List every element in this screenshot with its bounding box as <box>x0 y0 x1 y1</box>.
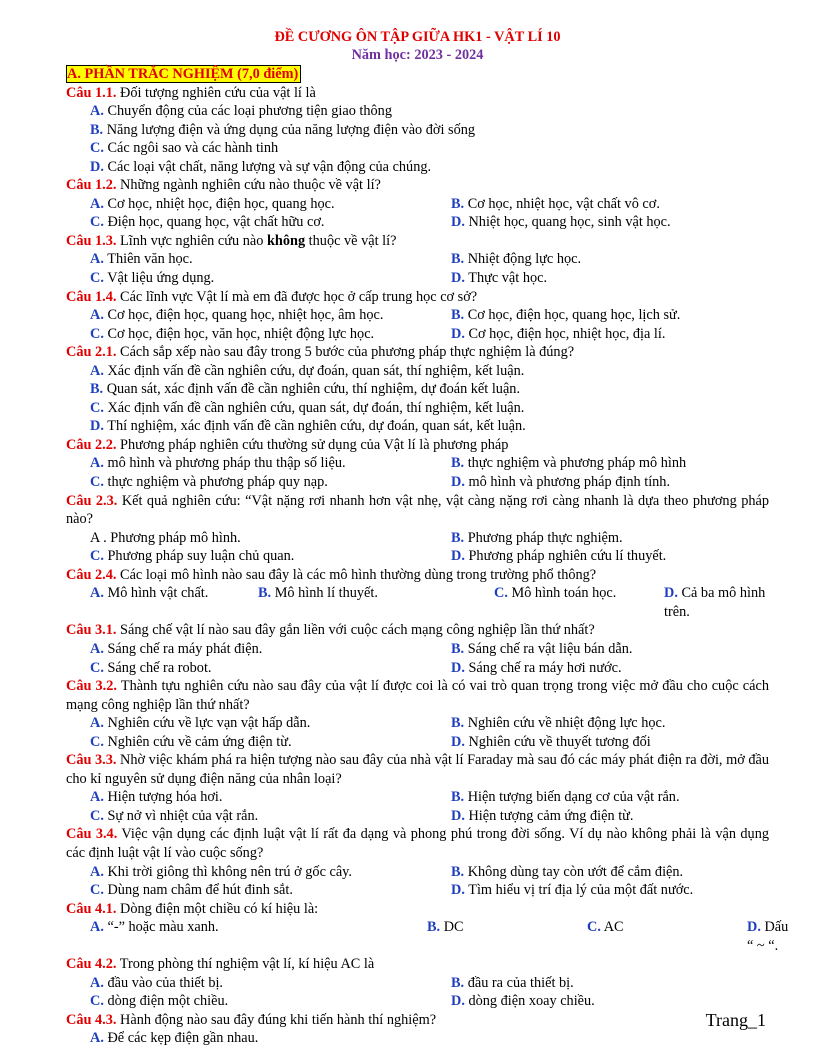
answer-option <box>427 918 587 955</box>
option-letter: B. <box>451 529 465 546</box>
option-text: Thiên văn học. <box>103 251 193 268</box>
option-letter: A. <box>90 863 104 880</box>
option-row <box>66 213 769 232</box>
option-row <box>66 659 769 678</box>
option-letter: B. <box>451 863 465 880</box>
option-letter: B. <box>451 307 465 324</box>
answer-option <box>451 306 812 325</box>
question-text: Các lĩnh vực Vật lí mà em đã được học ở cấp trung học cơ sở? <box>116 288 478 305</box>
option-letter: A. <box>90 789 104 806</box>
document-title: ĐỀ CƯƠNG ÔN TẬP GIỮA HK1 - VẬT LÍ 10 <box>274 29 561 45</box>
option-letter: B. <box>90 121 104 138</box>
question-text: Thành tựu nghiên cứu nào sau đây của vật lí được coi là có vai trò quan trọng trong việc mở đầu cho cuộc cách mạng công nghiệp lần thứ nhất? <box>66 678 769 713</box>
option-row <box>66 714 769 733</box>
option-letter: B. <box>427 919 441 936</box>
answer-option <box>587 918 747 955</box>
option-letter: D. <box>451 214 465 231</box>
option-letter: C. <box>587 919 601 936</box>
option-letter: C. <box>90 882 104 899</box>
answer-option <box>66 640 451 659</box>
answer-option <box>451 863 812 882</box>
option-text: Cơ học, điện học, quang học, nhiệt học, âm học. <box>103 307 384 324</box>
answer-option <box>451 325 812 344</box>
option-letter: B. <box>90 381 104 398</box>
option-text: Cơ học, điện học, quang học, lịch sử. <box>464 307 681 324</box>
question-text-end: thuộc về vật lí? <box>305 232 397 249</box>
answer-option <box>66 213 451 232</box>
answer-option <box>66 863 451 882</box>
question-number: Câu 2.3. <box>66 492 118 509</box>
question-text: Lĩnh vực nghiên cứu nào <box>116 232 267 249</box>
option-text: Cơ học, nhiệt học, vật chất vô cơ. <box>464 195 660 212</box>
answer-option <box>451 788 812 807</box>
question-stem <box>66 436 769 455</box>
answer-option <box>66 733 451 752</box>
question-stem <box>66 751 769 788</box>
answer-option <box>494 584 664 621</box>
question-stem <box>66 84 769 103</box>
answer-option <box>451 529 812 548</box>
answer-option <box>66 250 451 269</box>
answer-option <box>664 584 793 621</box>
section-heading: A. PHẦN TRẮC NGHIỆM (7,0 điểm) <box>66 65 769 84</box>
option-text: Sáng chế ra máy phát điện. <box>103 640 263 657</box>
question-number: Câu 1.1. <box>66 84 117 101</box>
option-text: Nghiên cứu về lực vạn vật hấp dẫn. <box>103 715 311 732</box>
option-text: Điện học, quang học, vật chất hữu cơ. <box>103 214 325 231</box>
option-text: Cơ học, điện học, văn học, nhiệt động lực học. <box>103 325 375 342</box>
option-letter: D. <box>90 158 104 175</box>
option-text: Để các kẹp điện gần nhau. <box>103 1030 259 1047</box>
question-number: Câu 4.1. <box>66 900 117 917</box>
question-number: Câu 3.2. <box>66 678 117 695</box>
answer-option <box>451 974 812 993</box>
option-letter: A. <box>90 251 104 268</box>
option-row <box>66 881 769 900</box>
option-letter: B. <box>451 195 465 212</box>
option-letter: A. <box>90 362 104 379</box>
answer-option <box>90 918 427 955</box>
option-text: đầu vào của thiết bị. <box>103 974 224 991</box>
option-row <box>66 640 769 659</box>
option-text: dòng điện xoay chiều. <box>464 993 595 1010</box>
option-text: Cả ba mô hình trên. <box>664 585 766 620</box>
option-letter: D. <box>664 585 678 602</box>
option-text: Cơ học, điện học, nhiệt học, địa lí. <box>464 325 666 342</box>
answer-option <box>66 102 769 121</box>
option-row <box>66 547 769 566</box>
option-row <box>66 529 769 548</box>
option-row <box>66 807 769 826</box>
question-number: Câu 1.2. <box>66 177 117 194</box>
question-text: Trong phòng thí nghiệm vật lí, kí hiệu AC là <box>116 956 375 973</box>
option-text: Nghiên cứu về thuyết tương đối <box>464 733 651 750</box>
answer-option <box>66 269 451 288</box>
question-number: Câu 4.3. <box>66 1011 117 1028</box>
option-text: mô hình và phương pháp định tính. <box>464 474 671 491</box>
option-text: Mô hình lí thuyết. <box>271 585 378 602</box>
option-letter: B. <box>451 715 465 732</box>
option-text: Sáng chế ra robot. <box>103 659 212 676</box>
option-row <box>66 974 769 993</box>
option-text: Nhiệt học, quang học, sinh vật học. <box>464 214 671 231</box>
option-letter: B. <box>451 251 465 268</box>
option-text: DC <box>440 919 464 936</box>
option-text: “-” hoặc màu xanh. <box>103 919 219 936</box>
option-letter: D. <box>451 325 465 342</box>
question-text: Đối tượng nghiên cứu của vật lí là <box>116 84 316 101</box>
option-text: Thí nghiệm, xác định vấn đề cần nghiên cứu, dự đoán, quan sát, kết luận. <box>103 418 526 435</box>
question-number: Câu 2.4. <box>66 566 117 583</box>
question-text: Các loại mô hình nào sau đây là các mô hình thường dùng trong trường phổ thông? <box>116 566 597 583</box>
answer-option <box>66 325 451 344</box>
option-letter: B. <box>451 640 465 657</box>
answer-option <box>66 529 451 548</box>
option-text: Các ngôi sao và các hành tinh <box>103 140 279 157</box>
option-letter: D. <box>451 474 465 491</box>
answer-option <box>66 158 769 177</box>
option-letter: A. <box>90 974 104 991</box>
option-text: Nghiên cứu về nhiệt động lực học. <box>464 715 666 732</box>
answer-option <box>451 250 812 269</box>
option-text: Không dùng tay còn ướt để cắm điện. <box>464 863 684 880</box>
school-year: Năm học: 2023 - 2024 <box>351 47 484 63</box>
question-text: Những ngành nghiên cứu nào thuộc về vật lí? <box>116 177 381 194</box>
option-text: Dấu “ ~ “. <box>747 919 789 954</box>
option-row <box>66 733 769 752</box>
option-text: thực nghiệm và phương pháp mô hình <box>464 455 687 472</box>
question-stem <box>66 955 769 974</box>
option-text: Thực vật học. <box>464 270 548 287</box>
question-number: Câu 4.2. <box>66 956 117 973</box>
option-row <box>66 992 769 1011</box>
option-text: thực nghiệm và phương pháp quy nạp. <box>103 474 328 491</box>
option-text: Mô hình vật chất. <box>103 585 209 602</box>
answer-option <box>451 454 812 473</box>
question-number: Câu 1.3. <box>66 232 117 249</box>
option-text: Hiện tượng cảm ứng điện từ. <box>464 807 634 824</box>
answer-option <box>451 807 812 826</box>
option-letter: A. <box>90 1030 104 1047</box>
question-stem <box>66 677 769 714</box>
option-text: Cơ học, nhiệt học, điện học, quang học. <box>103 195 335 212</box>
answer-option <box>66 1029 769 1048</box>
question-stem <box>66 343 769 362</box>
option-text: Sáng chế ra máy hơi nước. <box>464 659 622 676</box>
question-text: Nhờ việc khám phá ra hiện tượng nào sau đây của nhà vật lí Faraday mà sau đó các máy phát điện ra đời, mở đầu cho kỉ nguyên sử dụng điện năng của nhân loại? <box>66 752 769 787</box>
answer-option <box>451 213 812 232</box>
option-row <box>66 195 769 214</box>
option-text: Các loại vật chất, năng lượng và sự vận động của chúng. <box>103 158 432 175</box>
option-letter: D. <box>451 882 465 899</box>
option-letter: C. <box>90 399 104 416</box>
question-list <box>66 84 789 1048</box>
answer-option <box>66 473 451 492</box>
answer-option <box>451 733 812 752</box>
option-text: AC <box>600 919 624 936</box>
option-row <box>66 269 769 288</box>
answer-option <box>66 547 451 566</box>
answer-option <box>66 139 769 158</box>
answer-option <box>451 473 812 492</box>
question-text: Cách sắp xếp nào sau đây trong 5 bước của phương pháp thực nghiệm là đúng? <box>116 344 575 361</box>
question-emphasis: không <box>266 232 306 249</box>
answer-option <box>451 547 812 566</box>
answer-option <box>66 399 769 418</box>
option-letter: D. <box>451 807 465 824</box>
option-letter: C. <box>494 585 508 602</box>
question-number: Câu 2.1. <box>66 344 117 361</box>
option-text: Khi trời giông thì không nên trú ở gốc cây. <box>103 863 352 880</box>
question-text: Sáng chế vật lí nào sau đây gắn liền với cuộc cách mạng công nghiệp lần thứ nhất? <box>116 622 595 639</box>
question-number: Câu 3.4. <box>66 826 118 843</box>
answer-option <box>66 306 451 325</box>
option-row <box>66 454 769 473</box>
answer-option <box>258 584 494 621</box>
option-letter: D. <box>451 993 465 1010</box>
option-letter: B. <box>451 789 465 806</box>
option-text: Sáng chế ra vật liệu bán dẫn. <box>464 640 633 657</box>
option-text: Hiện tượng biến dạng cơ của vật rắn. <box>464 789 680 806</box>
question-text: Hành động nào sau đây đúng khi tiến hành thí nghiệm? <box>116 1011 437 1028</box>
answer-option <box>66 807 451 826</box>
option-letter: C. <box>90 993 104 1010</box>
option-row <box>66 788 769 807</box>
question-stem <box>66 232 769 251</box>
answer-option <box>451 640 812 659</box>
option-letter: B. <box>258 585 272 602</box>
option-row <box>66 584 769 621</box>
option-text: đầu ra của thiết bị. <box>464 974 574 991</box>
answer-option <box>747 918 793 955</box>
answer-option <box>451 195 812 214</box>
answer-option <box>66 992 451 1011</box>
option-row <box>66 306 769 325</box>
question-text: Dòng điện một chiều có kí hiệu là: <box>116 900 319 917</box>
option-letter: D. <box>451 659 465 676</box>
answer-option <box>66 881 451 900</box>
answer-option <box>66 195 451 214</box>
option-letter: A. <box>90 455 104 472</box>
option-letter: A. <box>90 919 104 936</box>
answer-option <box>66 974 451 993</box>
option-text: Nhiệt động lực học. <box>464 251 582 268</box>
option-letter: C. <box>90 807 104 824</box>
option-text: Mô hình toán học. <box>507 585 617 602</box>
question-number: Câu 2.2. <box>66 436 117 453</box>
option-letter: D. <box>747 919 761 936</box>
option-letter: B. <box>451 974 465 991</box>
option-letter: A. <box>90 585 104 602</box>
question-stem <box>66 1011 769 1030</box>
question-text: Kết quả nghiên cứu: “Vật nặng rơi nhanh hơn vật nhẹ, vật càng nặng rơi càng nhanh là dựa theo phương pháp nào? <box>66 492 769 528</box>
question-number: Câu 1.4. <box>66 288 117 305</box>
question-stem <box>66 825 769 862</box>
option-letter: A. <box>90 307 104 324</box>
answer-option <box>66 454 451 473</box>
option-text: Xác định vấn đề cần nghiên cứu, quan sát, dự đoán, thí nghiệm, kết luận. <box>103 399 525 416</box>
option-text: dòng điện một chiều. <box>103 993 229 1010</box>
option-letter: C. <box>90 325 104 342</box>
option-letter: D. <box>451 270 465 287</box>
answer-option <box>451 714 812 733</box>
question-text: Phương pháp nghiên cứu thường sử dụng của Vật lí là phương pháp <box>116 436 509 453</box>
option-letter: A. <box>90 195 104 212</box>
question-stem <box>66 900 769 919</box>
option-text: Hiện tượng hóa hơi. <box>103 789 223 806</box>
option-row <box>66 863 769 882</box>
option-letter: A. <box>90 640 104 657</box>
option-letter: C. <box>90 140 104 157</box>
option-text: Tìm hiểu vị trí địa lý của một đất nước. <box>464 882 694 899</box>
option-text: Chuyển động của các loại phương tiện giao thông <box>103 103 392 120</box>
option-row <box>66 473 769 492</box>
answer-option <box>451 881 812 900</box>
option-row <box>66 918 789 955</box>
question-text: Việc vận dụng các định luật vật lí rất đa dạng và phong phú trong đời sống. Ví dụ nào không phải là vận dụng các định luật vật lí vào cuộc sống? <box>66 826 769 861</box>
question-stem <box>66 566 769 585</box>
option-letter: B. <box>451 455 465 472</box>
question-number: Câu 3.1. <box>66 622 117 639</box>
option-letter: C. <box>90 474 104 491</box>
question-stem <box>66 288 769 307</box>
option-letter: C. <box>90 733 104 750</box>
answer-option <box>66 121 769 140</box>
option-letter: A. <box>90 715 104 732</box>
option-letter: D. <box>90 418 104 435</box>
option-row <box>66 250 769 269</box>
option-letter: D. <box>451 733 465 750</box>
option-text: Phương pháp nghiên cứu lí thuyết. <box>464 548 667 565</box>
option-text: Năng lượng điện và ứng dụng của năng lượng điện vào đời sống <box>103 121 476 138</box>
option-row <box>66 325 769 344</box>
option-letter: C. <box>90 659 104 676</box>
option-text: Quan sát, xác định vấn đề cần nghiên cứu, thí nghiệm, dự đoán kết luận. <box>103 381 521 398</box>
option-text: Dùng nam châm để hút đinh sắt. <box>103 882 293 899</box>
option-text: Sự nở vì nhiệt của vật rắn. <box>103 807 259 824</box>
answer-option <box>66 362 769 381</box>
option-letter: A. <box>90 103 104 120</box>
option-text: Phương pháp suy luận chủ quan. <box>103 548 295 565</box>
question-stem <box>66 492 769 529</box>
page-number: Trang_1 <box>705 1010 766 1030</box>
answer-option <box>66 788 451 807</box>
question-number: Câu 3.3. <box>66 752 117 769</box>
option-text: Phương pháp mô hình. <box>106 529 241 546</box>
answer-option <box>66 714 451 733</box>
option-text: Vật liệu ứng dụng. <box>103 270 215 287</box>
question-stem <box>66 621 769 640</box>
answer-option <box>66 659 451 678</box>
answer-option <box>451 659 812 678</box>
option-letter: C. <box>90 270 104 287</box>
option-text: Xác định vấn đề cần nghiên cứu, dự đoán, quan sát, thí nghiệm, kết luận. <box>103 362 525 379</box>
answer-option <box>90 584 258 621</box>
answer-option <box>66 417 769 436</box>
document-page <box>66 28 789 1048</box>
option-text: mô hình và phương pháp thu thập số liệu. <box>103 455 346 472</box>
option-letter: C. <box>90 548 104 565</box>
answer-option <box>451 269 812 288</box>
option-text: Phương pháp thực nghiệm. <box>464 529 623 546</box>
option-letter: C. <box>90 214 104 231</box>
question-stem <box>66 176 769 195</box>
option-letter: D. <box>451 548 465 565</box>
option-text: Nghiên cứu về cảm ứng điện từ. <box>103 733 292 750</box>
answer-option <box>66 380 769 399</box>
answer-option <box>451 992 812 1011</box>
option-letter: A . <box>90 529 107 546</box>
